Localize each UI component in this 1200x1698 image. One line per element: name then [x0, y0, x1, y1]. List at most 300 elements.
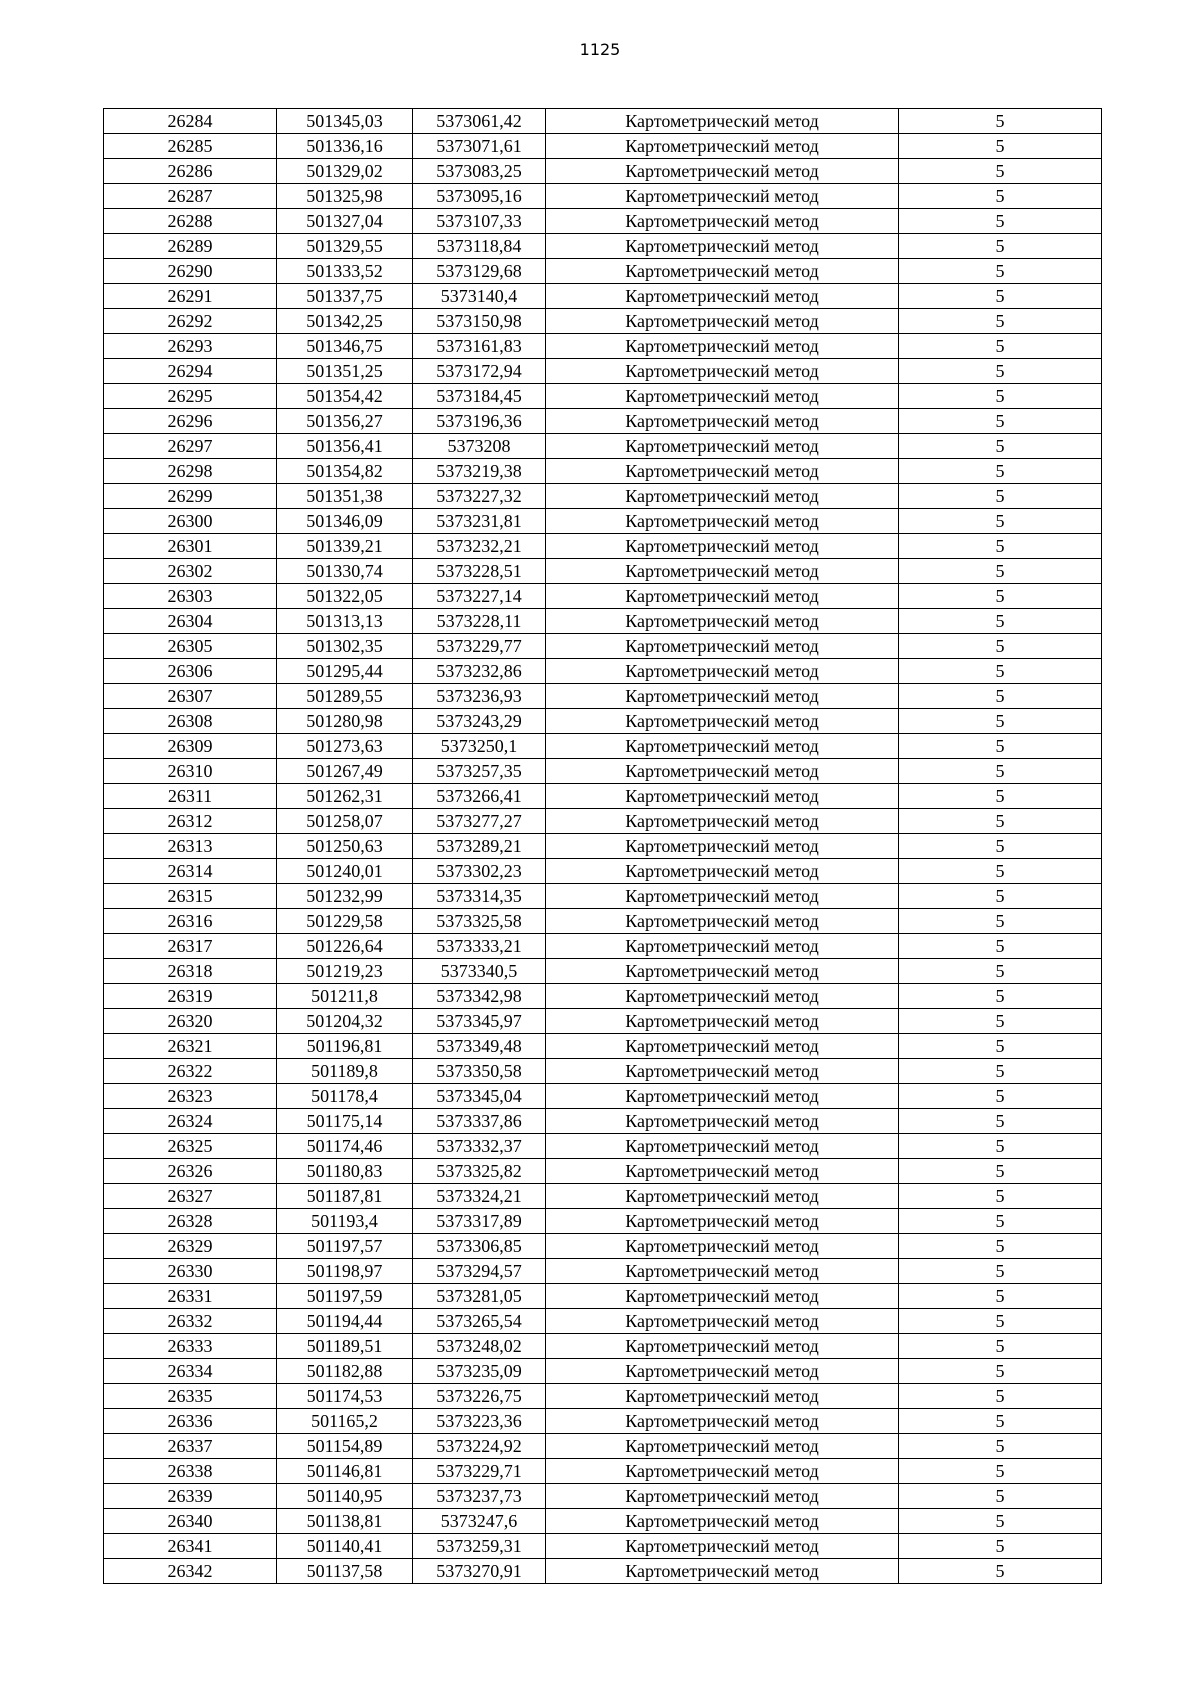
- method-cell: Картометрический метод: [546, 1559, 899, 1584]
- x-coordinate-cell: 501175,14: [277, 1109, 413, 1134]
- point-number-cell: 26296: [104, 409, 277, 434]
- x-coordinate-cell: 501146,81: [277, 1459, 413, 1484]
- point-number-cell: 26304: [104, 609, 277, 634]
- method-cell: Картометрический метод: [546, 534, 899, 559]
- x-coordinate-cell: 501189,51: [277, 1334, 413, 1359]
- method-cell: Картометрический метод: [546, 409, 899, 434]
- point-number-cell: 26330: [104, 1259, 277, 1284]
- table-row: [104, 659, 1102, 684]
- x-coordinate-cell: 501196,81: [277, 1034, 413, 1059]
- method-cell: Картометрический метод: [546, 1084, 899, 1109]
- method-cell: Картометрический метод: [546, 1209, 899, 1234]
- y-coordinate-cell: 5373236,93: [413, 684, 546, 709]
- table-row: [104, 1334, 1102, 1359]
- method-cell: Картометрический метод: [546, 784, 899, 809]
- x-coordinate-cell: 501280,98: [277, 709, 413, 734]
- y-coordinate-cell: 5373095,16: [413, 184, 546, 209]
- method-cell: Картометрический метод: [546, 1259, 899, 1284]
- y-coordinate-cell: 5373208: [413, 434, 546, 459]
- point-number-cell: 26301: [104, 534, 277, 559]
- point-number-cell: 26315: [104, 884, 277, 909]
- accuracy-cell: 5: [899, 984, 1102, 1009]
- point-number-cell: 26331: [104, 1284, 277, 1309]
- accuracy-cell: 5: [899, 1209, 1102, 1234]
- y-coordinate-cell: 5373332,37: [413, 1134, 546, 1159]
- x-coordinate-cell: 501140,41: [277, 1534, 413, 1559]
- x-coordinate-cell: 501229,58: [277, 909, 413, 934]
- y-coordinate-cell: 5373150,98: [413, 309, 546, 334]
- table-row: [104, 109, 1102, 134]
- y-coordinate-cell: 5373161,83: [413, 334, 546, 359]
- point-number-cell: 26311: [104, 784, 277, 809]
- method-cell: Картометрический метод: [546, 1334, 899, 1359]
- accuracy-cell: 5: [899, 859, 1102, 884]
- point-number-cell: 26332: [104, 1309, 277, 1334]
- x-coordinate-cell: 501240,01: [277, 859, 413, 884]
- accuracy-cell: 5: [899, 1009, 1102, 1034]
- table-row: [104, 509, 1102, 534]
- accuracy-cell: 5: [899, 934, 1102, 959]
- table-row: [104, 1209, 1102, 1234]
- y-coordinate-cell: 5373224,92: [413, 1434, 546, 1459]
- table-row: [104, 1359, 1102, 1384]
- table-row: [104, 1484, 1102, 1509]
- x-coordinate-cell: 501194,44: [277, 1309, 413, 1334]
- method-cell: Картометрический метод: [546, 284, 899, 309]
- method-cell: Картометрический метод: [546, 634, 899, 659]
- accuracy-cell: 5: [899, 159, 1102, 184]
- y-coordinate-cell: 5373289,21: [413, 834, 546, 859]
- table-row: [104, 1259, 1102, 1284]
- method-cell: Картометрический метод: [546, 809, 899, 834]
- table-row: [104, 959, 1102, 984]
- accuracy-cell: 5: [899, 284, 1102, 309]
- accuracy-cell: 5: [899, 109, 1102, 134]
- table-row: [104, 884, 1102, 909]
- accuracy-cell: 5: [899, 1384, 1102, 1409]
- accuracy-cell: 5: [899, 1309, 1102, 1334]
- method-cell: Картометрический метод: [546, 609, 899, 634]
- method-cell: Картометрический метод: [546, 859, 899, 884]
- accuracy-cell: 5: [899, 634, 1102, 659]
- table-row: [104, 434, 1102, 459]
- y-coordinate-cell: 5373231,81: [413, 509, 546, 534]
- point-number-cell: 26329: [104, 1234, 277, 1259]
- accuracy-cell: 5: [899, 459, 1102, 484]
- accuracy-cell: 5: [899, 1334, 1102, 1359]
- point-number-cell: 26341: [104, 1534, 277, 1559]
- x-coordinate-cell: 501219,23: [277, 959, 413, 984]
- y-coordinate-cell: 5373184,45: [413, 384, 546, 409]
- point-number-cell: 26302: [104, 559, 277, 584]
- x-coordinate-cell: 501295,44: [277, 659, 413, 684]
- y-coordinate-cell: 5373250,1: [413, 734, 546, 759]
- table-row: [104, 1534, 1102, 1559]
- method-cell: Картометрический метод: [546, 1109, 899, 1134]
- method-cell: Картометрический метод: [546, 834, 899, 859]
- point-number-cell: 26318: [104, 959, 277, 984]
- point-number-cell: 26308: [104, 709, 277, 734]
- method-cell: Картометрический метод: [546, 1509, 899, 1534]
- table-row: [104, 684, 1102, 709]
- table-row: [104, 859, 1102, 884]
- y-coordinate-cell: 5373342,98: [413, 984, 546, 1009]
- point-number-cell: 26303: [104, 584, 277, 609]
- accuracy-cell: 5: [899, 709, 1102, 734]
- y-coordinate-cell: 5373229,77: [413, 634, 546, 659]
- table-row: [104, 1509, 1102, 1534]
- y-coordinate-cell: 5373259,31: [413, 1534, 546, 1559]
- table-row: [104, 784, 1102, 809]
- method-cell: Картометрический метод: [546, 759, 899, 784]
- point-number-cell: 26314: [104, 859, 277, 884]
- table-row: [104, 559, 1102, 584]
- x-coordinate-cell: 501189,8: [277, 1059, 413, 1084]
- accuracy-cell: 5: [899, 1184, 1102, 1209]
- point-number-cell: 26287: [104, 184, 277, 209]
- method-cell: Картометрический метод: [546, 659, 899, 684]
- x-coordinate-cell: 501258,07: [277, 809, 413, 834]
- point-number-cell: 26310: [104, 759, 277, 784]
- x-coordinate-cell: 501226,64: [277, 934, 413, 959]
- x-coordinate-cell: 501138,81: [277, 1509, 413, 1534]
- table-row: [104, 284, 1102, 309]
- table-row: [104, 534, 1102, 559]
- point-number-cell: 26292: [104, 309, 277, 334]
- x-coordinate-cell: 501197,57: [277, 1234, 413, 1259]
- point-number-cell: 26307: [104, 684, 277, 709]
- method-cell: Картометрический метод: [546, 709, 899, 734]
- point-number-cell: 26328: [104, 1209, 277, 1234]
- point-number-cell: 26300: [104, 509, 277, 534]
- table-row: [104, 259, 1102, 284]
- point-number-cell: 26284: [104, 109, 277, 134]
- x-coordinate-cell: 501354,42: [277, 384, 413, 409]
- method-cell: Картометрический метод: [546, 334, 899, 359]
- x-coordinate-cell: 501137,58: [277, 1559, 413, 1584]
- accuracy-cell: 5: [899, 1284, 1102, 1309]
- point-number-cell: 26288: [104, 209, 277, 234]
- y-coordinate-cell: 5373325,82: [413, 1159, 546, 1184]
- point-number-cell: 26286: [104, 159, 277, 184]
- coordinates-table: [103, 108, 1102, 1584]
- x-coordinate-cell: 501174,53: [277, 1384, 413, 1409]
- x-coordinate-cell: 501198,97: [277, 1259, 413, 1284]
- y-coordinate-cell: 5373237,73: [413, 1484, 546, 1509]
- table-row: [104, 384, 1102, 409]
- point-number-cell: 26305: [104, 634, 277, 659]
- y-coordinate-cell: 5373140,4: [413, 284, 546, 309]
- table-row: [104, 1034, 1102, 1059]
- point-number-cell: 26306: [104, 659, 277, 684]
- accuracy-cell: 5: [899, 534, 1102, 559]
- point-number-cell: 26312: [104, 809, 277, 834]
- method-cell: Картометрический метод: [546, 384, 899, 409]
- point-number-cell: 26299: [104, 484, 277, 509]
- method-cell: Картометрический метод: [546, 1184, 899, 1209]
- y-coordinate-cell: 5373061,42: [413, 109, 546, 134]
- x-coordinate-cell: 501327,04: [277, 209, 413, 234]
- y-coordinate-cell: 5373118,84: [413, 234, 546, 259]
- method-cell: Картометрический метод: [546, 109, 899, 134]
- x-coordinate-cell: 501140,95: [277, 1484, 413, 1509]
- x-coordinate-cell: 501273,63: [277, 734, 413, 759]
- table-row: [104, 834, 1102, 859]
- table-row: [104, 209, 1102, 234]
- table-row: [104, 1134, 1102, 1159]
- method-cell: Картометрический метод: [546, 959, 899, 984]
- method-cell: Картометрический метод: [546, 459, 899, 484]
- y-coordinate-cell: 5373325,58: [413, 909, 546, 934]
- method-cell: Картометрический метод: [546, 1159, 899, 1184]
- method-cell: Картометрический метод: [546, 1534, 899, 1559]
- x-coordinate-cell: 501337,75: [277, 284, 413, 309]
- point-number-cell: 26338: [104, 1459, 277, 1484]
- x-coordinate-cell: 501178,4: [277, 1084, 413, 1109]
- table-row: [104, 1559, 1102, 1584]
- table-row: [104, 134, 1102, 159]
- x-coordinate-cell: 501345,03: [277, 109, 413, 134]
- method-cell: Картометрический метод: [546, 584, 899, 609]
- accuracy-cell: 5: [899, 309, 1102, 334]
- accuracy-cell: 5: [899, 434, 1102, 459]
- accuracy-cell: 5: [899, 959, 1102, 984]
- table-row: [104, 1309, 1102, 1334]
- accuracy-cell: 5: [899, 1409, 1102, 1434]
- table-row: [104, 809, 1102, 834]
- y-coordinate-cell: 5373227,14: [413, 584, 546, 609]
- accuracy-cell: 5: [899, 909, 1102, 934]
- accuracy-cell: 5: [899, 1059, 1102, 1084]
- point-number-cell: 26291: [104, 284, 277, 309]
- table-row: [104, 334, 1102, 359]
- y-coordinate-cell: 5373257,35: [413, 759, 546, 784]
- method-cell: Картометрический метод: [546, 184, 899, 209]
- x-coordinate-cell: 501322,05: [277, 584, 413, 609]
- point-number-cell: 26298: [104, 459, 277, 484]
- y-coordinate-cell: 5373226,75: [413, 1384, 546, 1409]
- accuracy-cell: 5: [899, 209, 1102, 234]
- y-coordinate-cell: 5373265,54: [413, 1309, 546, 1334]
- accuracy-cell: 5: [899, 659, 1102, 684]
- table-row: [104, 1384, 1102, 1409]
- y-coordinate-cell: 5373228,51: [413, 559, 546, 584]
- x-coordinate-cell: 501342,25: [277, 309, 413, 334]
- x-coordinate-cell: 501204,32: [277, 1009, 413, 1034]
- x-coordinate-cell: 501180,83: [277, 1159, 413, 1184]
- x-coordinate-cell: 501187,81: [277, 1184, 413, 1209]
- y-coordinate-cell: 5373071,61: [413, 134, 546, 159]
- y-coordinate-cell: 5373219,38: [413, 459, 546, 484]
- table-row: [104, 1284, 1102, 1309]
- table-row: [104, 634, 1102, 659]
- x-coordinate-cell: 501182,88: [277, 1359, 413, 1384]
- point-number-cell: 26327: [104, 1184, 277, 1209]
- y-coordinate-cell: 5373266,41: [413, 784, 546, 809]
- point-number-cell: 26316: [104, 909, 277, 934]
- method-cell: Картометрический метод: [546, 909, 899, 934]
- accuracy-cell: 5: [899, 1434, 1102, 1459]
- x-coordinate-cell: 501329,02: [277, 159, 413, 184]
- x-coordinate-cell: 501346,75: [277, 334, 413, 359]
- accuracy-cell: 5: [899, 559, 1102, 584]
- point-number-cell: 26333: [104, 1334, 277, 1359]
- accuracy-cell: 5: [899, 1559, 1102, 1584]
- accuracy-cell: 5: [899, 1159, 1102, 1184]
- accuracy-cell: 5: [899, 1534, 1102, 1559]
- point-number-cell: 26293: [104, 334, 277, 359]
- accuracy-cell: 5: [899, 609, 1102, 634]
- point-number-cell: 26323: [104, 1084, 277, 1109]
- y-coordinate-cell: 5373248,02: [413, 1334, 546, 1359]
- method-cell: Картометрический метод: [546, 734, 899, 759]
- table-row: [104, 934, 1102, 959]
- point-number-cell: 26320: [104, 1009, 277, 1034]
- y-coordinate-cell: 5373349,48: [413, 1034, 546, 1059]
- accuracy-cell: 5: [899, 809, 1102, 834]
- y-coordinate-cell: 5373227,32: [413, 484, 546, 509]
- method-cell: Картометрический метод: [546, 1384, 899, 1409]
- accuracy-cell: 5: [899, 784, 1102, 809]
- point-number-cell: 26326: [104, 1159, 277, 1184]
- y-coordinate-cell: 5373083,25: [413, 159, 546, 184]
- method-cell: Картометрический метод: [546, 484, 899, 509]
- table-row: [104, 1084, 1102, 1109]
- method-cell: Картометрический метод: [546, 434, 899, 459]
- y-coordinate-cell: 5373350,58: [413, 1059, 546, 1084]
- accuracy-cell: 5: [899, 359, 1102, 384]
- x-coordinate-cell: 501174,46: [277, 1134, 413, 1159]
- table-row: [104, 184, 1102, 209]
- x-coordinate-cell: 501330,74: [277, 559, 413, 584]
- table-row: [104, 1409, 1102, 1434]
- point-number-cell: 26309: [104, 734, 277, 759]
- point-number-cell: 26313: [104, 834, 277, 859]
- x-coordinate-cell: 501154,89: [277, 1434, 413, 1459]
- table-row: [104, 1459, 1102, 1484]
- method-cell: Картометрический метод: [546, 309, 899, 334]
- table-row: [104, 1109, 1102, 1134]
- accuracy-cell: 5: [899, 1084, 1102, 1109]
- accuracy-cell: 5: [899, 1234, 1102, 1259]
- y-coordinate-cell: 5373333,21: [413, 934, 546, 959]
- y-coordinate-cell: 5373306,85: [413, 1234, 546, 1259]
- method-cell: Картометрический метод: [546, 1009, 899, 1034]
- table-row: [104, 609, 1102, 634]
- method-cell: Картометрический метод: [546, 1284, 899, 1309]
- table-row: [104, 1184, 1102, 1209]
- table-row: [104, 359, 1102, 384]
- table-row: [104, 759, 1102, 784]
- y-coordinate-cell: 5373247,6: [413, 1509, 546, 1534]
- method-cell: Картометрический метод: [546, 934, 899, 959]
- table-row: [104, 909, 1102, 934]
- method-cell: Картометрический метод: [546, 1434, 899, 1459]
- method-cell: Картометрический метод: [546, 1059, 899, 1084]
- x-coordinate-cell: 501289,55: [277, 684, 413, 709]
- accuracy-cell: 5: [899, 1509, 1102, 1534]
- table-row: [104, 734, 1102, 759]
- point-number-cell: 26290: [104, 259, 277, 284]
- accuracy-cell: 5: [899, 584, 1102, 609]
- accuracy-cell: 5: [899, 1109, 1102, 1134]
- method-cell: Картометрический метод: [546, 1134, 899, 1159]
- x-coordinate-cell: 501250,63: [277, 834, 413, 859]
- table-row: [104, 1434, 1102, 1459]
- accuracy-cell: 5: [899, 834, 1102, 859]
- method-cell: Картометрический метод: [546, 1409, 899, 1434]
- y-coordinate-cell: 5373294,57: [413, 1259, 546, 1284]
- method-cell: Картометрический метод: [546, 1359, 899, 1384]
- x-coordinate-cell: 501165,2: [277, 1409, 413, 1434]
- table-row: [104, 409, 1102, 434]
- point-number-cell: 26294: [104, 359, 277, 384]
- method-cell: Картометрический метод: [546, 509, 899, 534]
- method-cell: Картометрический метод: [546, 234, 899, 259]
- y-coordinate-cell: 5373243,29: [413, 709, 546, 734]
- accuracy-cell: 5: [899, 509, 1102, 534]
- method-cell: Картометрический метод: [546, 884, 899, 909]
- method-cell: Картометрический метод: [546, 259, 899, 284]
- x-coordinate-cell: 501197,59: [277, 1284, 413, 1309]
- x-coordinate-cell: 501356,27: [277, 409, 413, 434]
- method-cell: Картометрический метод: [546, 1309, 899, 1334]
- y-coordinate-cell: 5373232,21: [413, 534, 546, 559]
- point-number-cell: 26325: [104, 1134, 277, 1159]
- x-coordinate-cell: 501262,31: [277, 784, 413, 809]
- method-cell: Картометрический метод: [546, 134, 899, 159]
- accuracy-cell: 5: [899, 184, 1102, 209]
- y-coordinate-cell: 5373232,86: [413, 659, 546, 684]
- coordinates-table-body: [104, 109, 1102, 1584]
- method-cell: Картометрический метод: [546, 684, 899, 709]
- method-cell: Картометрический метод: [546, 1234, 899, 1259]
- method-cell: Картометрический метод: [546, 1034, 899, 1059]
- accuracy-cell: 5: [899, 684, 1102, 709]
- y-coordinate-cell: 5373345,97: [413, 1009, 546, 1034]
- table-row: [104, 1059, 1102, 1084]
- method-cell: Картометрический метод: [546, 559, 899, 584]
- y-coordinate-cell: 5373270,91: [413, 1559, 546, 1584]
- point-number-cell: 26317: [104, 934, 277, 959]
- x-coordinate-cell: 501351,38: [277, 484, 413, 509]
- point-number-cell: 26319: [104, 984, 277, 1009]
- x-coordinate-cell: 501302,35: [277, 634, 413, 659]
- accuracy-cell: 5: [899, 1484, 1102, 1509]
- x-coordinate-cell: 501346,09: [277, 509, 413, 534]
- method-cell: Картометрический метод: [546, 984, 899, 1009]
- accuracy-cell: 5: [899, 759, 1102, 784]
- y-coordinate-cell: 5373314,35: [413, 884, 546, 909]
- accuracy-cell: 5: [899, 1259, 1102, 1284]
- y-coordinate-cell: 5373223,36: [413, 1409, 546, 1434]
- x-coordinate-cell: 501339,21: [277, 534, 413, 559]
- method-cell: Картометрический метод: [546, 159, 899, 184]
- accuracy-cell: 5: [899, 1134, 1102, 1159]
- method-cell: Картометрический метод: [546, 1484, 899, 1509]
- y-coordinate-cell: 5373172,94: [413, 359, 546, 384]
- x-coordinate-cell: 501211,8: [277, 984, 413, 1009]
- point-number-cell: 26336: [104, 1409, 277, 1434]
- table-row: [104, 234, 1102, 259]
- x-coordinate-cell: 501193,4: [277, 1209, 413, 1234]
- table-row: [104, 584, 1102, 609]
- x-coordinate-cell: 501232,99: [277, 884, 413, 909]
- page-number: 1125: [579, 40, 621, 59]
- table-row: [104, 1234, 1102, 1259]
- point-number-cell: 26322: [104, 1059, 277, 1084]
- y-coordinate-cell: 5373345,04: [413, 1084, 546, 1109]
